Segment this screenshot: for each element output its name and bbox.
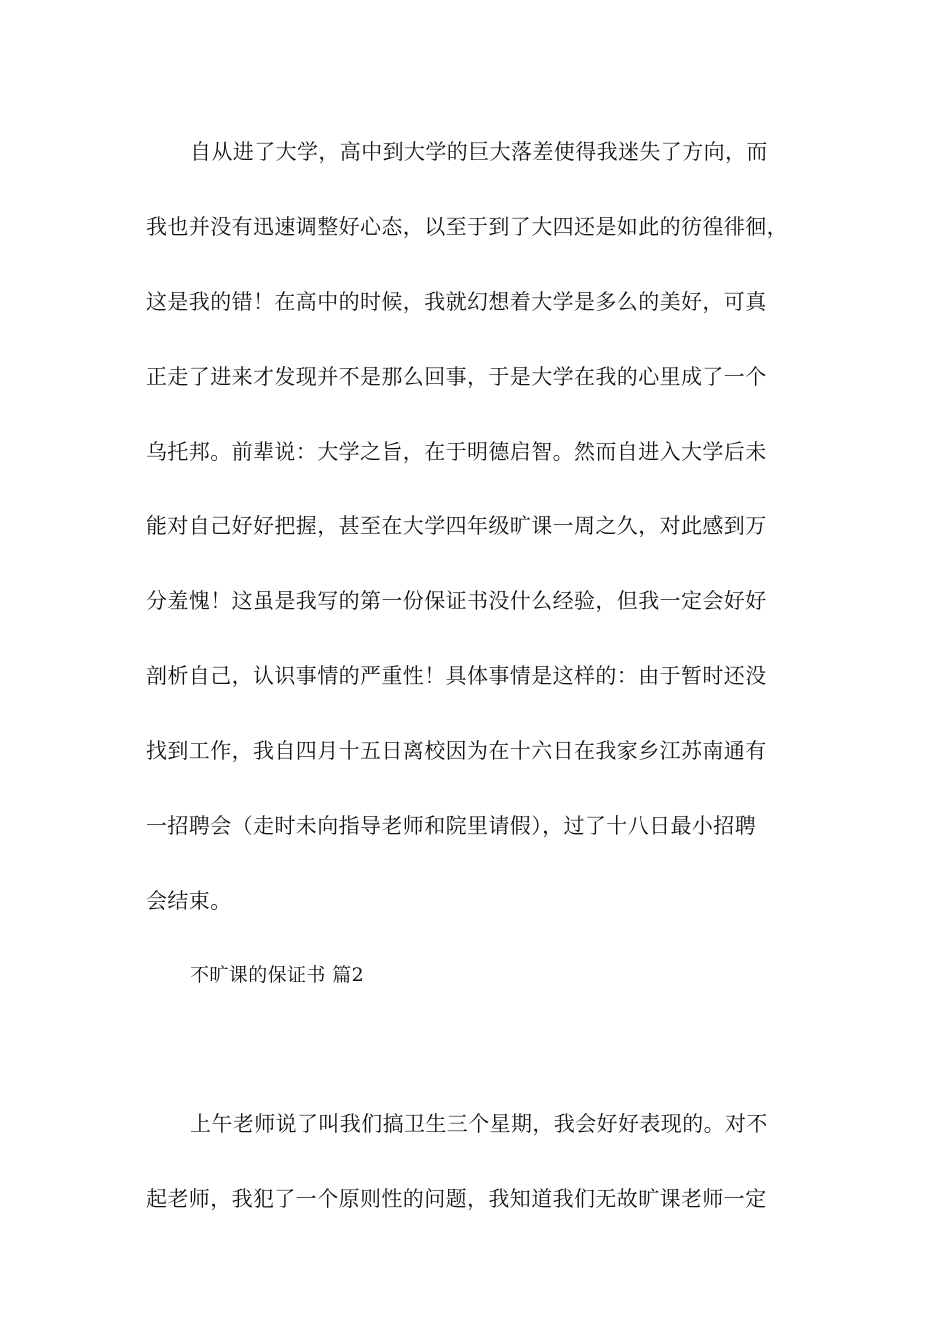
paragraph-2-line-2: 起老师，我犯了一个原则性的问题，我知道我们无故旷课老师一定: [146, 1187, 767, 1211]
section-heading: 不旷课的保证书 篇2: [190, 964, 365, 986]
paragraph-1-line-10: 一招聘会（走时未向指导老师和院里请假），过了十八日最小招聘: [146, 814, 757, 838]
paragraph-1-line-6: 能对自己好好把握，甚至在大学四年级旷课一周之久，对此感到万: [146, 514, 767, 538]
paragraph-1-line-2: 我也并没有迅速调整好心态，以至于到了大四还是如此的彷徨徘徊，: [146, 215, 788, 239]
paragraph-2-line-1: 上午老师说了叫我们搞卫生三个星期，我会好好表现的。对不: [190, 1112, 768, 1136]
paragraph-1-line-8: 剖析自己，认识事情的严重性！具体事情是这样的：由于暂时还没: [146, 664, 767, 688]
paragraph-1-line-3: 这是我的错！在高中的时候，我就幻想着大学是多么的美好，可真: [146, 290, 767, 314]
paragraph-1-line-5: 乌托邦。前辈说：大学之旨，在于明德启智。然而自进入大学后未: [146, 440, 767, 464]
paragraph-1-line-7: 分羞愧！这虽是我写的第一份保证书没什么经验，但我一定会好好: [146, 589, 767, 613]
paragraph-1-line-9: 找到工作，我自四月十五日离校因为在十六日在我家乡江苏南通有: [146, 739, 767, 763]
paragraph-1-line-4: 正走了进来才发现并不是那么回事，于是大学在我的心里成了一个: [146, 365, 767, 389]
paragraph-1-line-11: 会结束。: [146, 889, 232, 913]
paragraph-1-line-1: 自从进了大学，高中到大学的巨大落差使得我迷失了方向，而: [190, 140, 768, 164]
